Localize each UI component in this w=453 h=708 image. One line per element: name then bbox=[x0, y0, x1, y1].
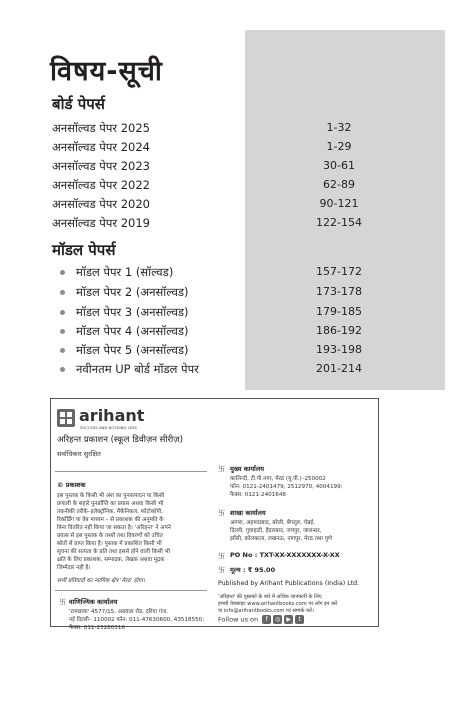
divider bbox=[55, 471, 207, 472]
toc-label: मॉडल पेपर 3 (अनसॉल्वड) bbox=[76, 305, 189, 319]
swastik-icon: 卐 bbox=[59, 598, 66, 606]
copyright-line: प्रयास से इस पुस्तक के तथ्यों तथा विवरणों को उचित bbox=[57, 533, 163, 539]
head-office-heading: मुख्य कार्यालय bbox=[230, 465, 265, 473]
bullet-icon bbox=[60, 329, 65, 334]
toc-row[interactable] bbox=[52, 265, 452, 283]
toc-label: अनसॉल्वड पेपर 2019 bbox=[52, 216, 150, 230]
toc-pages: 157-172 bbox=[316, 265, 362, 278]
swastik-icon: 卐 bbox=[218, 552, 225, 560]
head-office-line: फैक्स: 0121-2401648 bbox=[230, 492, 286, 498]
toc-label: मॉडल पेपर 2 (अनसॉल्वड) bbox=[76, 285, 189, 299]
facebook-icon[interactable]: f bbox=[262, 615, 271, 624]
toc-pages: 30-61 bbox=[323, 159, 355, 172]
copyright-line: जिम्मेदार नहीं है। bbox=[57, 565, 91, 571]
info-line: या info@arihantbooks.com पर सम्पर्क करें। bbox=[218, 608, 314, 614]
page-title: विषय-सूची bbox=[50, 56, 163, 87]
toc-label: मॉडल पेपर 1 (सॉल्वड) bbox=[76, 265, 174, 279]
toc-pages: 173-178 bbox=[316, 285, 362, 298]
price: मूल्य : ₹ 95.00 bbox=[230, 566, 276, 574]
toc-row[interactable] bbox=[52, 324, 452, 342]
swastik-icon: 卐 bbox=[218, 465, 225, 473]
toc-row[interactable] bbox=[52, 216, 452, 234]
toc-label: मॉडल पेपर 5 (अनसॉल्वड) bbox=[76, 343, 189, 357]
copyright-heading: © प्रकाशक bbox=[57, 481, 86, 489]
youtube-icon[interactable]: ▶ bbox=[284, 615, 293, 624]
toc-label: अनसॉल्वड पेपर 2023 bbox=[52, 159, 150, 173]
toc-pages: 1-32 bbox=[326, 121, 352, 134]
bullet-icon bbox=[60, 348, 65, 353]
po-number: PO No : TXT-XX-XXXXXXX-X-XX bbox=[230, 551, 340, 559]
toc-label: अनसॉल्वड पेपर 2020 bbox=[52, 197, 150, 211]
toc-row[interactable] bbox=[52, 197, 452, 215]
toc-row[interactable] bbox=[52, 362, 452, 380]
branch-office-line: आगरा, अहमदाबाद, बरेली, बेंगलुरु, चेन्नई, bbox=[230, 520, 315, 526]
arihant-logo-icon bbox=[57, 409, 75, 427]
board-papers-heading: बोर्ड पेपर्स bbox=[52, 95, 105, 113]
toc-label: नवीनतम UP बोर्ड मॉडल पेपर bbox=[76, 362, 199, 376]
instagram-icon[interactable]: ◎ bbox=[275, 616, 281, 623]
copyright-line: तकनीकी तरीके–इलेक्ट्रॉनिक, मैकेनिकल, फोटोकॉपी, bbox=[57, 509, 163, 515]
toc-row[interactable] bbox=[52, 285, 452, 303]
copyright-line: क्षति के लिए प्रकाशक, सम्पादक, लेखक अथवा मुद्रक bbox=[57, 557, 165, 563]
bullet-icon bbox=[60, 290, 65, 295]
commercial-office-heading: वाणिज्यिक कार्यालय bbox=[69, 598, 118, 606]
jurisdiction-text: सभी प्रतिवादों का न्यायिक क्षेत्र 'मेरठ' होगा। bbox=[57, 578, 145, 584]
swastik-icon: 卐 bbox=[218, 566, 225, 574]
follow-us bbox=[218, 615, 304, 624]
commercial-office-line: फैक्स: 011-23280316 bbox=[69, 625, 125, 631]
toc-row[interactable] bbox=[52, 343, 452, 361]
toc-pages: 1-29 bbox=[326, 140, 352, 153]
swastik-icon: 卐 bbox=[218, 509, 225, 517]
logo-text: arihant bbox=[79, 406, 145, 425]
rights-text: सर्वाधिकार सुरक्षित bbox=[57, 450, 101, 458]
toc-row[interactable] bbox=[52, 140, 452, 158]
branch-office-line: दिल्ली, गुवाहाटी, हैदराबाद, जयपुर, जालन्धर, bbox=[230, 528, 322, 534]
follow-us-label: Follow us on bbox=[218, 615, 259, 624]
arihant-logo bbox=[57, 409, 75, 431]
toc-pages: 201-214 bbox=[316, 362, 362, 375]
head-office-line: कालिन्दी, टी.पी.नगर, मेरठ (यू.पी.)–250002 bbox=[230, 476, 326, 482]
toc-row[interactable] bbox=[52, 159, 452, 177]
copyright-line: स्रोतों से प्राप्त किया है। पुस्तक में प्रकाशित किसी भी bbox=[57, 541, 162, 547]
copyright-line: प्रणाली के सहारे पुनर्प्राप्ति का प्रयास अथवा किसी भी bbox=[57, 501, 164, 507]
bullet-icon bbox=[60, 270, 65, 275]
commercial-office-line: 'रामछाया' 4577/15, अग्रवाल रोड, दरिया गंज, bbox=[69, 609, 168, 615]
branch-office-line: झाँसी, कोलकाता, लखनऊ, नागपुर, मेरठ तथा पुणे bbox=[230, 536, 332, 542]
twitter-icon[interactable]: t bbox=[295, 615, 304, 624]
info-line: 'अरिहन्त' की पुस्तकों के बारे में अधिक जानकारी के लिए bbox=[218, 594, 322, 600]
toc-pages: 179-185 bbox=[316, 305, 362, 318]
toc-row[interactable] bbox=[52, 305, 452, 323]
toc-pages: 62-89 bbox=[323, 178, 355, 191]
logo-tagline: SUCCESS AND NOTHING LESS bbox=[80, 425, 137, 430]
publisher-info-box bbox=[50, 398, 379, 631]
head-office-line: फोन: 0121-2401479, 2512970, 4004199; bbox=[230, 484, 343, 490]
copyright-line: सूचना की सत्यता के प्रति तथा इससे होने वाली किसी भी bbox=[57, 549, 171, 555]
toc-pages: 90-121 bbox=[319, 197, 359, 210]
info-line: हमारी वेबसाइट www.arihantbooks.com पर लॉग इन करें bbox=[218, 601, 338, 607]
bullet-icon bbox=[60, 310, 65, 315]
toc-label: मॉडल पेपर 4 (अनसॉल्वड) bbox=[76, 324, 189, 338]
toc-pages: 122-154 bbox=[316, 216, 362, 229]
copyright-line: इस पुस्तक के किसी भी अंश का पुनरुत्पादन या किसी bbox=[57, 493, 165, 499]
bullet-icon bbox=[60, 367, 65, 372]
divider bbox=[55, 590, 207, 591]
toc-label: अनसॉल्वड पेपर 2024 bbox=[52, 140, 150, 154]
toc-pages: 186-192 bbox=[316, 324, 362, 337]
commercial-office-line: नई दिल्ली– 110002 फोन: 011-47630600, 43518550; bbox=[69, 617, 205, 623]
publisher-name: अरिहन्त प्रकाशन (स्कूल डिवीज़न सीरीज़) bbox=[57, 435, 183, 445]
toc-row[interactable] bbox=[52, 178, 452, 196]
toc-label: अनसॉल्वड पेपर 2022 bbox=[52, 178, 150, 192]
toc-pages: 193-198 bbox=[316, 343, 362, 356]
branch-office-heading: शाखा कार्यालय bbox=[230, 509, 266, 517]
toc-label: अनसॉल्वड पेपर 2025 bbox=[52, 121, 150, 135]
published-by: Published by Arihant Publications (India) Ltd. bbox=[218, 580, 360, 587]
model-papers-heading: मॉडल पेपर्स bbox=[52, 241, 116, 259]
copyright-line: बिना वितरित नहीं किया जा सकता है। 'अरिहन्त' ने अपने bbox=[57, 525, 171, 531]
copyright-line: रिकॉर्डिंग या वेब माध्यम – से प्रकाशक की अनुमति के bbox=[57, 517, 164, 523]
toc-row[interactable] bbox=[52, 121, 452, 139]
